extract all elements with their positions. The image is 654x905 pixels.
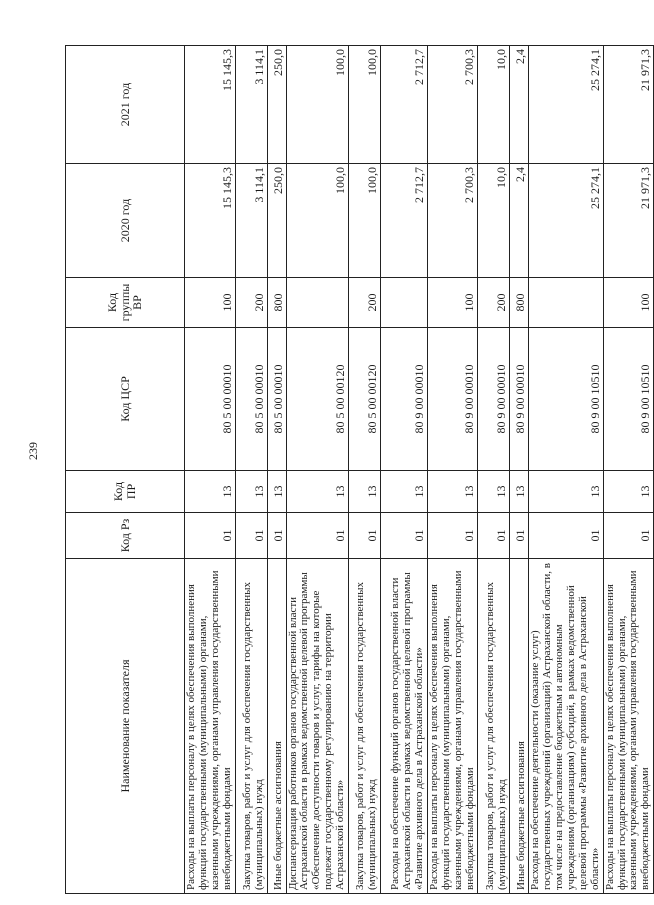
row-vr: 200 (478, 278, 510, 328)
row-pr: 13 (380, 471, 427, 513)
row-name: Расходы на обеспечение функций органов государственной власти Астраханской области в рамках ведомственной целевой программы «Развитие архивного дела в Астраханской области» (380, 559, 427, 894)
row-vr: 100 (603, 278, 654, 328)
row-2021: 2 700,3 (427, 46, 478, 164)
row-pr: 13 (185, 471, 236, 513)
row-vr: 800 (510, 278, 529, 328)
row-vr (529, 278, 603, 328)
row-csr: 80 9 00 10510 (529, 328, 603, 471)
row-pr: 13 (510, 471, 529, 513)
row-2021: 15 145,3 (185, 46, 236, 164)
row-vr: 800 (267, 278, 286, 328)
budget-table (65, 45, 654, 894)
row-vr (380, 278, 427, 328)
row-vr: 200 (348, 278, 380, 328)
row-pr: 13 (478, 471, 510, 513)
row-vr (286, 278, 348, 328)
row-2021: 25 274,1 (529, 46, 603, 164)
table-row (603, 46, 654, 894)
row-2021: 2 712,7 (380, 46, 427, 164)
header-pr: Код ПР (66, 471, 185, 513)
row-csr: 80 9 00 00010 (478, 328, 510, 471)
row-2020: 250,0 (267, 164, 286, 278)
table-row (510, 46, 529, 894)
table-container (65, 46, 653, 894)
row-name: Иные бюджетные ассигнования (510, 559, 529, 894)
row-csr: 80 9 00 00010 (380, 328, 427, 471)
table-row (427, 46, 478, 894)
row-2021: 100,0 (348, 46, 380, 164)
row-2020: 100,0 (286, 164, 348, 278)
header-2021: 2021 год (66, 46, 185, 164)
header-name: Наименование показателя (66, 559, 185, 894)
row-csr: 80 5 00 00010 (185, 328, 236, 471)
row-2021: 2,4 (510, 46, 529, 164)
row-name: Закупка товаров, работ и услуг для обеспечения государственных (муниципальных) нужд (348, 559, 380, 894)
row-rz: 01 (380, 513, 427, 559)
row-rz: 01 (267, 513, 286, 559)
row-vr: 200 (235, 278, 267, 328)
row-name: Иные бюджетные ассигнования (267, 559, 286, 894)
row-name: Расходы на выплаты персоналу в целях обеспечения выполнения функций государственными (муниципальными) органами, казенными учреждениями, органами управления государственными внебюджетными фондами (427, 559, 478, 894)
row-csr: 80 5 00 00120 (286, 328, 348, 471)
row-2020: 21 971,3 (603, 164, 654, 278)
row-2020: 15 145,3 (185, 164, 236, 278)
table-row (185, 46, 236, 894)
row-csr: 80 9 00 10510 (603, 328, 654, 471)
row-pr: 13 (427, 471, 478, 513)
row-name: Закупка товаров, работ и услуг для обеспечения государственных (муниципальных) нужд (235, 559, 267, 894)
row-rz: 01 (427, 513, 478, 559)
row-rz: 01 (478, 513, 510, 559)
row-2021: 10,0 (478, 46, 510, 164)
row-name: Расходы на обеспечение деятельности (оказание услуг) государственных учреждений (организаций) Астраханской области, в том числе на предоставление бюджетным и автономным учреждениям (организациям) субсидий, в рамках ведомственной целевой программы «Развитие архивного дела в Астраханской области» (529, 559, 603, 894)
table-row (235, 46, 267, 894)
header-2020: 2020 год (66, 164, 185, 278)
header-csr: Код ЦСР (66, 328, 185, 471)
header-rz: Код Рз (66, 513, 185, 559)
row-csr: 80 9 00 00010 (427, 328, 478, 471)
row-pr: 13 (603, 471, 654, 513)
table-row (348, 46, 380, 894)
row-2021: 250,0 (267, 46, 286, 164)
row-rz: 01 (286, 513, 348, 559)
table-row (478, 46, 510, 894)
row-rz: 01 (235, 513, 267, 559)
row-2020: 3 114,1 (235, 164, 267, 278)
header-vr: Код группы ВР (66, 278, 185, 328)
row-vr: 100 (185, 278, 236, 328)
row-2021: 3 114,1 (235, 46, 267, 164)
row-rz: 01 (185, 513, 236, 559)
row-rz: 01 (603, 513, 654, 559)
row-2020: 100,0 (348, 164, 380, 278)
row-name: Диспансеризация работников органов государственной власти Астраханской области в рамках ведомственной целевой программы «Обеспечение доступности товаров и услуг, тарифы на которые подлежат государственному регулированию на территории Астраханской области» (286, 559, 348, 894)
row-rz: 01 (510, 513, 529, 559)
rotated-table-frame (65, 46, 653, 894)
row-csr: 80 5 00 00010 (235, 328, 267, 471)
row-2020: 10,0 (478, 164, 510, 278)
table-row (529, 46, 603, 894)
row-name: Закупка товаров, работ и услуг для обеспечения государственных (муниципальных) нужд (478, 559, 510, 894)
row-2020: 2,4 (510, 164, 529, 278)
row-pr: 13 (348, 471, 380, 513)
table-row (267, 46, 286, 894)
row-csr: 80 5 00 00120 (348, 328, 380, 471)
row-pr: 13 (235, 471, 267, 513)
row-vr: 100 (427, 278, 478, 328)
row-pr: 13 (267, 471, 286, 513)
row-2021: 21 971,3 (603, 46, 654, 164)
row-name: Расходы на выплаты персоналу в целях обеспечения выполнения функций государственными (муниципальными) органами, казенными учреждениями, органами управления государственными внебюджетными фондами (185, 559, 236, 894)
row-csr: 80 5 00 00010 (267, 328, 286, 471)
row-pr: 13 (529, 471, 603, 513)
row-csr: 80 9 00 00010 (510, 328, 529, 471)
row-name: Расходы на выплаты персоналу в целях обеспечения выполнения функций государственными (муниципальными) органами, казенными учреждениями, органами управления государственными внебюджетными фондами (603, 559, 654, 894)
page-number: 239 (26, 442, 40, 460)
table-row (380, 46, 427, 894)
row-pr: 13 (286, 471, 348, 513)
table-row (286, 46, 348, 894)
row-2021: 100,0 (286, 46, 348, 164)
row-2020: 25 274,1 (529, 164, 603, 278)
row-rz: 01 (348, 513, 380, 559)
row-2020: 2 700,3 (427, 164, 478, 278)
row-rz: 01 (529, 513, 603, 559)
row-2020: 2 712,7 (380, 164, 427, 278)
table-header-row (66, 46, 185, 894)
